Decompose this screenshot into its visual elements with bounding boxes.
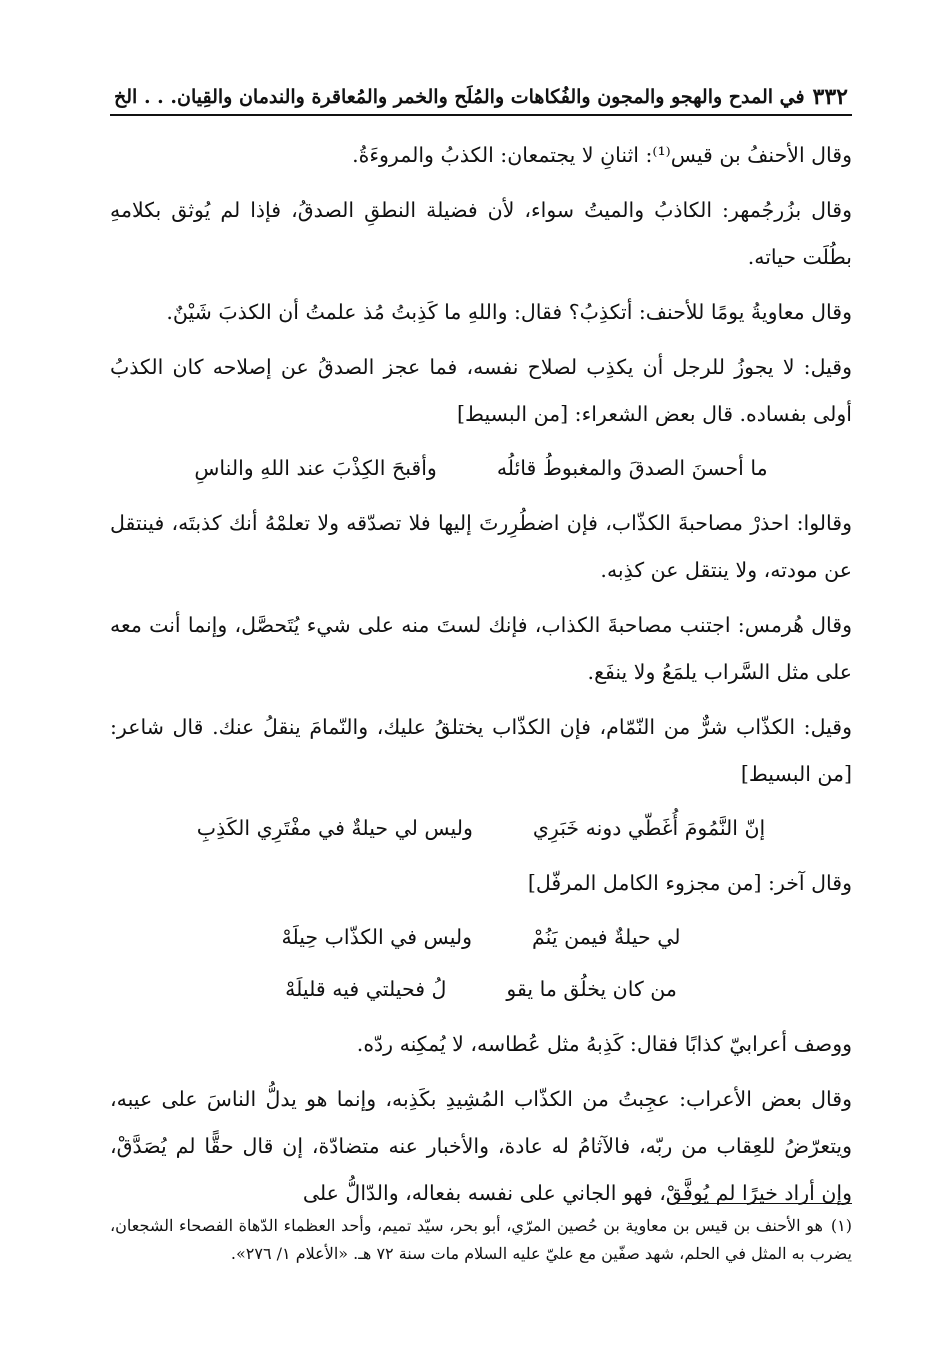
verse-block [110, 911, 852, 1015]
footnotes [110, 1212, 852, 1268]
page-header [110, 80, 852, 116]
verse-first-hemistich: إنّ النَّمُومَ أُغَطّي دونه خَبَرِي [532, 816, 766, 840]
footnote-number: (١) [830, 1216, 852, 1235]
footnote [110, 1212, 852, 1268]
verse-line [110, 802, 852, 854]
paragraph: وقيل: لا يجوزُ للرجل أن يكذِب لصلاح نفسه، فما عجز الصدقُ عن إصلاحه كان الكذبُ أولى بفساده. قال بعض الشعراء: [من البسيط] [110, 355, 852, 426]
verse-block [110, 802, 852, 854]
page-number: ٣٣٢ [812, 84, 848, 110]
verse-line [110, 963, 852, 1015]
verse-line [110, 911, 852, 963]
paragraph: وقال آخر: [من مجزوء الكامل المرفّل] [527, 871, 852, 895]
verse-first-hemistich: ما أحسنَ الصدقَ والمغبوطُ قائلُه [496, 456, 768, 480]
paragraph: وقالوا: احذرْ مصاحبةَ الكذّاب، فإن اضطُرِرتَ إليها فلا تصدّقه ولا تعلمْهُ أنك كذبتَه، فينتقل عن مودته، ولا ينتقل عن كذِبه. [110, 511, 852, 582]
paragraph: وقيل: الكذّاب شرٌّ من النّمّام، فإن الكذّاب يختلقُ عليك، والنّمامَ ينقلُ عنك. قال شاعر: [من البسيط] [110, 715, 852, 786]
running-title: في المدح والهجو والمجون والفُكاهات والمُلَح والخمر والمُعاقرة والندمان والقِيان. . . الخ [114, 86, 805, 108]
paragraph: وقال هُرمس: اجتنب مصاحبةَ الكذاب، فإنك لستَ منه على شيء يُتَحصَّل، وإنما أنت معه على مثل السَّراب يلمَعُ ولا ينفَع. [110, 613, 852, 684]
footnote-divider [677, 1203, 852, 1204]
footnote-text: هو الأحنف بن قيس بن معاوية بن حُصين المرّي، أبو بحر، سيّد تميم، وأحد العظماء الدّهاة الفصحاء الشجعان، يضرب به المثل في الحلم، شهد صفّين مع عليّ عليه السلام مات سنة ٧٢ هـ. «الأعلام ١/ ٢٧٦». [110, 1216, 852, 1263]
page [110, 0, 852, 1363]
verse-second-hemistich: وليس لي حيلةٌ في مفْتَرِي الكَذِبِ [196, 816, 473, 840]
paragraph: وقال بعض الأعراب: عجِبتُ من الكذّاب المُشِيدِ بكَذِبه، وإنما هو يدلُّ الناسَ على عيبه، ويتعرّضُ للعِقاب من ربّه، فالآثامُ له عادة، والأخبار عنه متضادّة، إن قال حقًّا لم يُصَدَّقْ، وإن أراد خيرًا لم يُوفَّقْ، فهو الجاني على نفسه بفعاله، والدّالُّ على [110, 1087, 852, 1205]
paragraph: وقال الأحنفُ بن قيس⁽¹⁾: اثنانِ لا يجتمعان: الكذبُ والمروءَةُ. [352, 143, 852, 167]
paragraph: ووصف أعرابيّ كذابًا فقال: كَذِبهُ مثل عُطاسه، لا يُمكِنه ردّه. [356, 1032, 852, 1056]
paragraph: وقال معاويةُ يومًا للأحنف: أتكذِبُ؟ فقال: واللهِ ما كَذِبتُ مُذ علمتُ أن الكذبَ شَيْنٌ. [166, 300, 852, 324]
verse-second-hemistich: لُ فحيلتي فيه قليلَهْ [285, 977, 447, 1001]
verse-first-hemistich: من كان يخلُق ما يقو [506, 977, 677, 1001]
paragraph: وقال بزُرجُمهر: الكاذبُ والميتُ سواء، لأن فضيلة النطقِ الصدقُ، فإذا لم يُوثق بكلامهِ بطُلَت حياته. [110, 198, 852, 269]
verse-first-hemistich: لي حيلةٌ فيمن يَنُمْ [532, 925, 681, 949]
verse-second-hemistich: وليس في الكذّاب حِيلَهْ [281, 925, 473, 949]
page-body [110, 132, 852, 1225]
verse-line [110, 442, 852, 494]
verse-block [110, 442, 852, 494]
verse-second-hemistich: وأقبحَ الكِذْبَ عند اللهِ والناسِ [194, 456, 437, 480]
